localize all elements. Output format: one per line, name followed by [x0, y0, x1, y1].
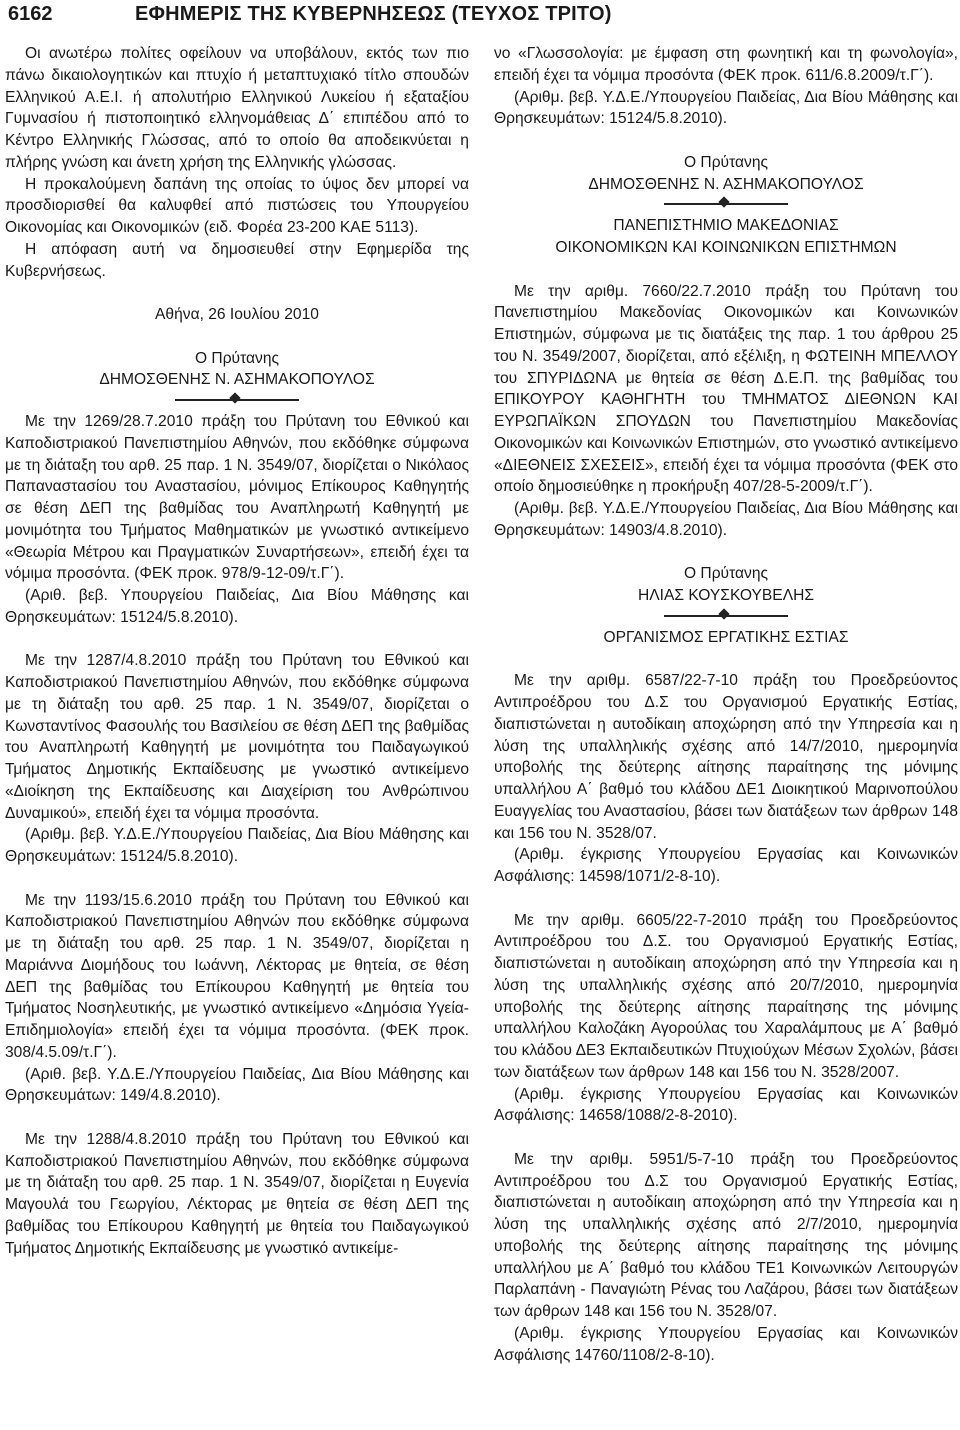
- decision-paragraph: Με την 1288/4.8.2010 πράξη του Πρύτανη του Εθνικού και Καποδιστριακού Πανεπιστημίου Αθηνών, που εκδόθηκε σύμφωνα με τη διάταξη του αρθ. 25 παρ. 1 Ν. 3549/07, διορίζεται η Ευγενία Μαγουλά του Γεωργίου, Λέκτορας με θητεία σε θέση ΔΕΠ της βαθμίδας του Επίκουρου Καθηγητή με θητεία του Παιδαγωγικού Τμήματος Δημοτικής Εκπαίδευσης με γνωστικό αντικείμε-: [5, 1130, 469, 1257]
- decision-reference: (Αριθμ. βεβ. Υ.Δ.Ε./Υπουργείου Παιδείας, Δια Βίου Μάθησης και Θρησκευμάτων: 15124/5.8.2010).: [494, 88, 958, 128]
- decision-reference: (Αριθμ. βεβ. Υ.Δ.Ε./Υπουργείου Παιδείας, Δια Βίου Μάθησης και Θρησκευμάτων: 15124/5.8.2010).: [5, 826, 469, 865]
- decision-paragraph: Με την 1287/4.8.2010 πράξη του Πρύτανη του Εθνικού και Καποδιστριακού Πανεπιστημίου Αθηνών, που εκδόθηκε σύμφωνα με τη διάταξη του αρθ. 25 παρ. 1 Ν. 3549/07, διορίζεται ο Κωνσταντίνος Φασουλής του Βασιλείου σε θέση ΔΕΠ της βαθμίδας του Αναπληρωτή Καθηγητή με μονιμότητα του Παιδαγωγικού Τμήματος Δημοτικής Εκπαίδευσης με γνωστικό αντικείμενο «Διοίκηση της Εκπαίδευσης και Διαχείριση του Ανθρώπινου Δυναμικού», επειδή έχει τα νόμιμα προσόντα.: [5, 652, 469, 822]
- page-number: 6162: [8, 3, 53, 25]
- decision-paragraph: Με την αριθμ. 5951/5-7-10 πράξη του Προεδρεύοντος Αντιπροέδρου του Δ.Σ του Οργανισμού Εργατικής Εστίας, διαπιστώνεται η αυτοδίκαιη αποχώρηση από την Υπηρεσία και η λύση της υπαλληλικής σχέσης από 2/7/2010, ημερομηνία υποβολής της δεύτερης αίτησης παραίτησης της μόνιμης υπαλλήλου με Α΄ βαθμό του κλάδου ΤΕ1 Κοινωνικών Λειτουργών Παρλαπάνη - Παναγιώτη Ρένας του Λαζάρου, βάσει των διατάξεων των άρθρων 148 και 156 του Ν. 3528/07.: [494, 1150, 958, 1320]
- decision-paragraph: Με την αριθμ. 6605/22-7-2010 πράξη του Προεδρεύοντος Αντιπροέδρου του Δ.Σ. του Οργανισμού Εργατικής Εστίας, διαπιστώνεται η αυτοδίκαιη αποχώρηση από την Υπηρεσία και η λύση της υπαλληλικής σχέσης από 20/7/2010, ημερομηνία υποβολής της δεύτερης αίτησης παραίτησης της μόνιμης υπαλλήλου Καλοζάκη Αγορούλας του Χαραλάμπους με Α΄ βαθμό του κλάδου ΔΕ3 Εκπαιδευτικών Πτυχιούχων Μέσων Σχολών, βάσει των διατάξεων των άρθρων 148 και 156 του Ν. 3528/2007.: [494, 911, 958, 1081]
- paragraph: Οι ανωτέρω πολίτες οφείλουν να υποβάλουν, εκτός των πιο πάνω δικαιολογητικών και πτυχίο ή μεταπτυχιακό τίτλο σπουδών Ελληνικού Α.Ε.Ι. ή απολυτήριο Ελληνικού Λυκείου ή εξαταξίου Γυμνασίου ή πιστοποιητικό ελληνομάθειας Δ΄ επιπέδου από το Κέντρο Ελληνικής Γλώσσας, από το οποίο θα αποδεικνύεται η πλήρης γνώση και άνετη χρήση της Ελληνικής γλώσσας.: [5, 45, 469, 171]
- institution-heading: ΟΙΚΟΝΟΜΙΚΩΝ ΚΑΙ ΚΟΙΝΩΝΙΚΩΝ ΕΠΙΣΤΗΜΩΝ: [555, 239, 897, 256]
- signatory-title: Ο Πρύτανης: [194, 349, 280, 367]
- organization-heading: ΟΡΓΑΝΙΣΜΟΣ ΕΡΓΑΤΙΚΗΣ ΕΣΤΙΑΣ: [603, 628, 849, 646]
- paragraph-continuation: νο «Γλωσσολογία: με έμφαση στη φωνητική και τη φωνολογία», επειδή έχει τα νόμιμα προσόντα (ΦΕΚ προκ. 611/6.8.2009/τ.Γ΄).: [494, 45, 958, 84]
- left-column: [5, 43, 469, 1259]
- decision-reference: (Αριθ. βεβ. Υπουργείου Παιδείας, Δια Βίου Μάθησης και Θρησκευμάτων: 15124/5.8.2010).: [5, 587, 469, 626]
- decision-paragraph: Με την 1269/28.7.2010 πράξη του Πρύτανη του Εθνικού και Καποδιστριακού Πανεπιστημίου Αθηνών, που εκδόθηκε σύμφωνα με τη διάταξη του αρθ. 25 παρ. 1 Ν. 3549/07, διορίζεται ο Νικόλαος Παπαναστασίου του Αναστασίου, μόνιμος Επίκουρος Καθηγητής σε θέση ΔΕΠ της βαθμίδας του Αναπληρωτή Καθηγητή με μονιμότητα του Τμήματος Μαθηματικών με γνωστικό αντικείμενο «Θεωρία Μέτρου και Πραγματικών Συναρτήσεων», επειδή έχει τα νόμιμα προσόντα. (ΦΕΚ προκ. 978/9-12-09/τ.Γ΄).: [5, 413, 469, 583]
- decision-reference: (Αριθμ. έγκρισης Υπουργείου Εργασίας και Κοινωνικών Ασφάλισης: 14658/1088/2-8-2010).: [494, 1085, 958, 1125]
- decision-reference: (Αριθμ. έγκρισης Υπουργείου Εργασίας και Κοινωνικών Ασφάλισης: 14598/1071/2-8-10).: [494, 846, 958, 885]
- signing-date: Αθήνα, 26 Ιουλίου 2010: [155, 306, 319, 323]
- section-divider: [175, 393, 299, 407]
- signatory-name: ΔΗΜΟΣΘΕΝΗΣ Ν. ΑΣΗΜΑΚΟΠΟΥΛΟΣ: [99, 371, 375, 389]
- paragraph: Η απόφαση αυτή να δημοσιευθεί στην Εφημερίδα της Κυβερνήσεως.: [5, 240, 469, 280]
- paragraph: Η προκαλούμενη δαπάνη της οποίας το ύψος δεν μπορεί να προσδιορισθεί θα καλυφθεί από πιστώσεις του Υπουργείου Οικονομίας και Οικονομικών (ειδ. Φορέα 23-200 ΚΑΕ 5113).: [5, 175, 469, 236]
- gazette-title: ΕΦΗΜΕΡΙΣ ΤΗΣ ΚΥΒΕΡΝΗΣΕΩΣ (ΤΕΥΧΟΣ ΤΡΙΤΟ): [135, 3, 612, 25]
- decision-reference: (Αριθμ. έγκρισης Υπουργείου Εργασίας και Κοινωνικών Ασφάλισης 14760/1108/2-8-10).: [494, 1324, 958, 1364]
- signatory-name: ΗΛΙΑΣ ΚΟΥΣΚΟΥΒΕΛΗΣ: [637, 587, 815, 604]
- signatory-name: ΔΗΜΟΣΘΕΝΗΣ Ν. ΑΣΗΜΑΚΟΠΟΥΛΟΣ: [588, 175, 864, 193]
- decision-paragraph: Με την 1193/15.6.2010 πράξη του Πρύτανη του Εθνικού και Καποδιστριακού Πανεπιστημίου Αθηνών που εκδόθηκε σύμφωνα με τη διάταξη του αρθ. 25 παρ. 1 Ν. 3549/07, διορίζεται η Μαριάννα Διομήδους του Ιωάννη, Λέκτορας με θητεία, σε θέση ΔΕΠ της βαθμίδας του Επίκουρου Καθηγητή με θητεία του Τμήματος Νοσηλευτικής, με γνωστικό αντικείμενο «Δημόσια Υγεία-Επιδημιολογία» επειδή έχει τα νόμιμα προσόντα. (ΦΕΚ προκ. 308/4.5.09/τ.Γ΄).: [5, 891, 469, 1061]
- signatory-title: Ο Πρύτανης: [683, 565, 769, 583]
- decision-paragraph: Με την αριθμ. 7660/22.7.2010 πράξη του Πρύτανη του Πανεπιστημίου Μακεδονίας Οικονομικών και Κοινωνικών Επιστημών, σύμφωνα με τις διατάξεις της παρ. 1 του άρθρου 25 του Ν. 3549/2007, διορίζεται, από εξέλιξη, η ΦΩΤΕΙΝΗ ΜΠΕΛΛΟΥ του ΣΠΥΡΙΔΩΝΑ με θητεία σε θέση Δ.Ε.Π. της βαθμίδας του ΕΠΙΚΟΥΡΟΥ ΚΑΘΗΓΗΤΗ του ΤΜΗΜΑΤΟΣ ΔΙΕΘΝΩΝ ΚΑΙ ΕΥΡΩΠΑΪΚΩΝ ΣΠΟΥΔΩΝ του Πανεπιστημίου Μακεδονίας Οικονομικών και Κοινωνικών Επιστημών, στο γνωστικό αντικείμενο «ΔΙΕΘΝΕΙΣ ΣΧΕΣΕΙΣ», επειδή έχει τα νόμιμα προσόντα (ΦΕΚ στο οποίο δημοσιεύθηκε η προκήρυξη 407/28-5-2009/τ.Γ΄).: [494, 282, 958, 496]
- page-header: [0, 0, 960, 36]
- section-divider: [664, 197, 788, 211]
- institution-heading: ΠΑΝΕΠΙΣΤΗΜΙΟ ΜΑΚΕΔΟΝΙΑΣ: [613, 217, 839, 235]
- decision-reference: (Αριθμ. βεβ. Υ.Δ.Ε./Υπουργείου Παιδείας, Δια Βίου Μάθησης και Θρησκευμάτων: 14903/4.8.2010).: [494, 500, 958, 539]
- signatory-title: Ο Πρύτανης: [683, 153, 769, 171]
- decision-paragraph: Με την αριθμ. 6587/22-7-10 πράξη του Προεδρεύοντος Αντιπροέδρου του Δ.Σ του Οργανισμού Εργατικής Εστίας, διαπιστώνεται η αυτοδίκαιη αποχώρηση από την Υπηρεσία και η λύση της υπαλληλικής σχέσης από 14/7/2010, ημερομηνία υποβολής της δεύτερης αίτησης παραίτησης της μόνιμης υπαλλήλου Α΄ βαθμό του κλάδου ΔΕ1 Διοικητικού Μαρινοπούλου Ευαγγελίας του Αναστασίου, βάσει των διατάξεων των άρθρων 148 και 156 του Ν. 3528/07.: [494, 672, 958, 842]
- decision-reference: (Αριθ. βεβ. Υ.Δ.Ε./Υπουργείου Παιδείας, Δια Βίου Μάθησης και Θρησκευμάτων: 149/4.8.2010).: [5, 1065, 469, 1105]
- section-divider: [664, 609, 788, 623]
- right-column: [494, 43, 958, 1366]
